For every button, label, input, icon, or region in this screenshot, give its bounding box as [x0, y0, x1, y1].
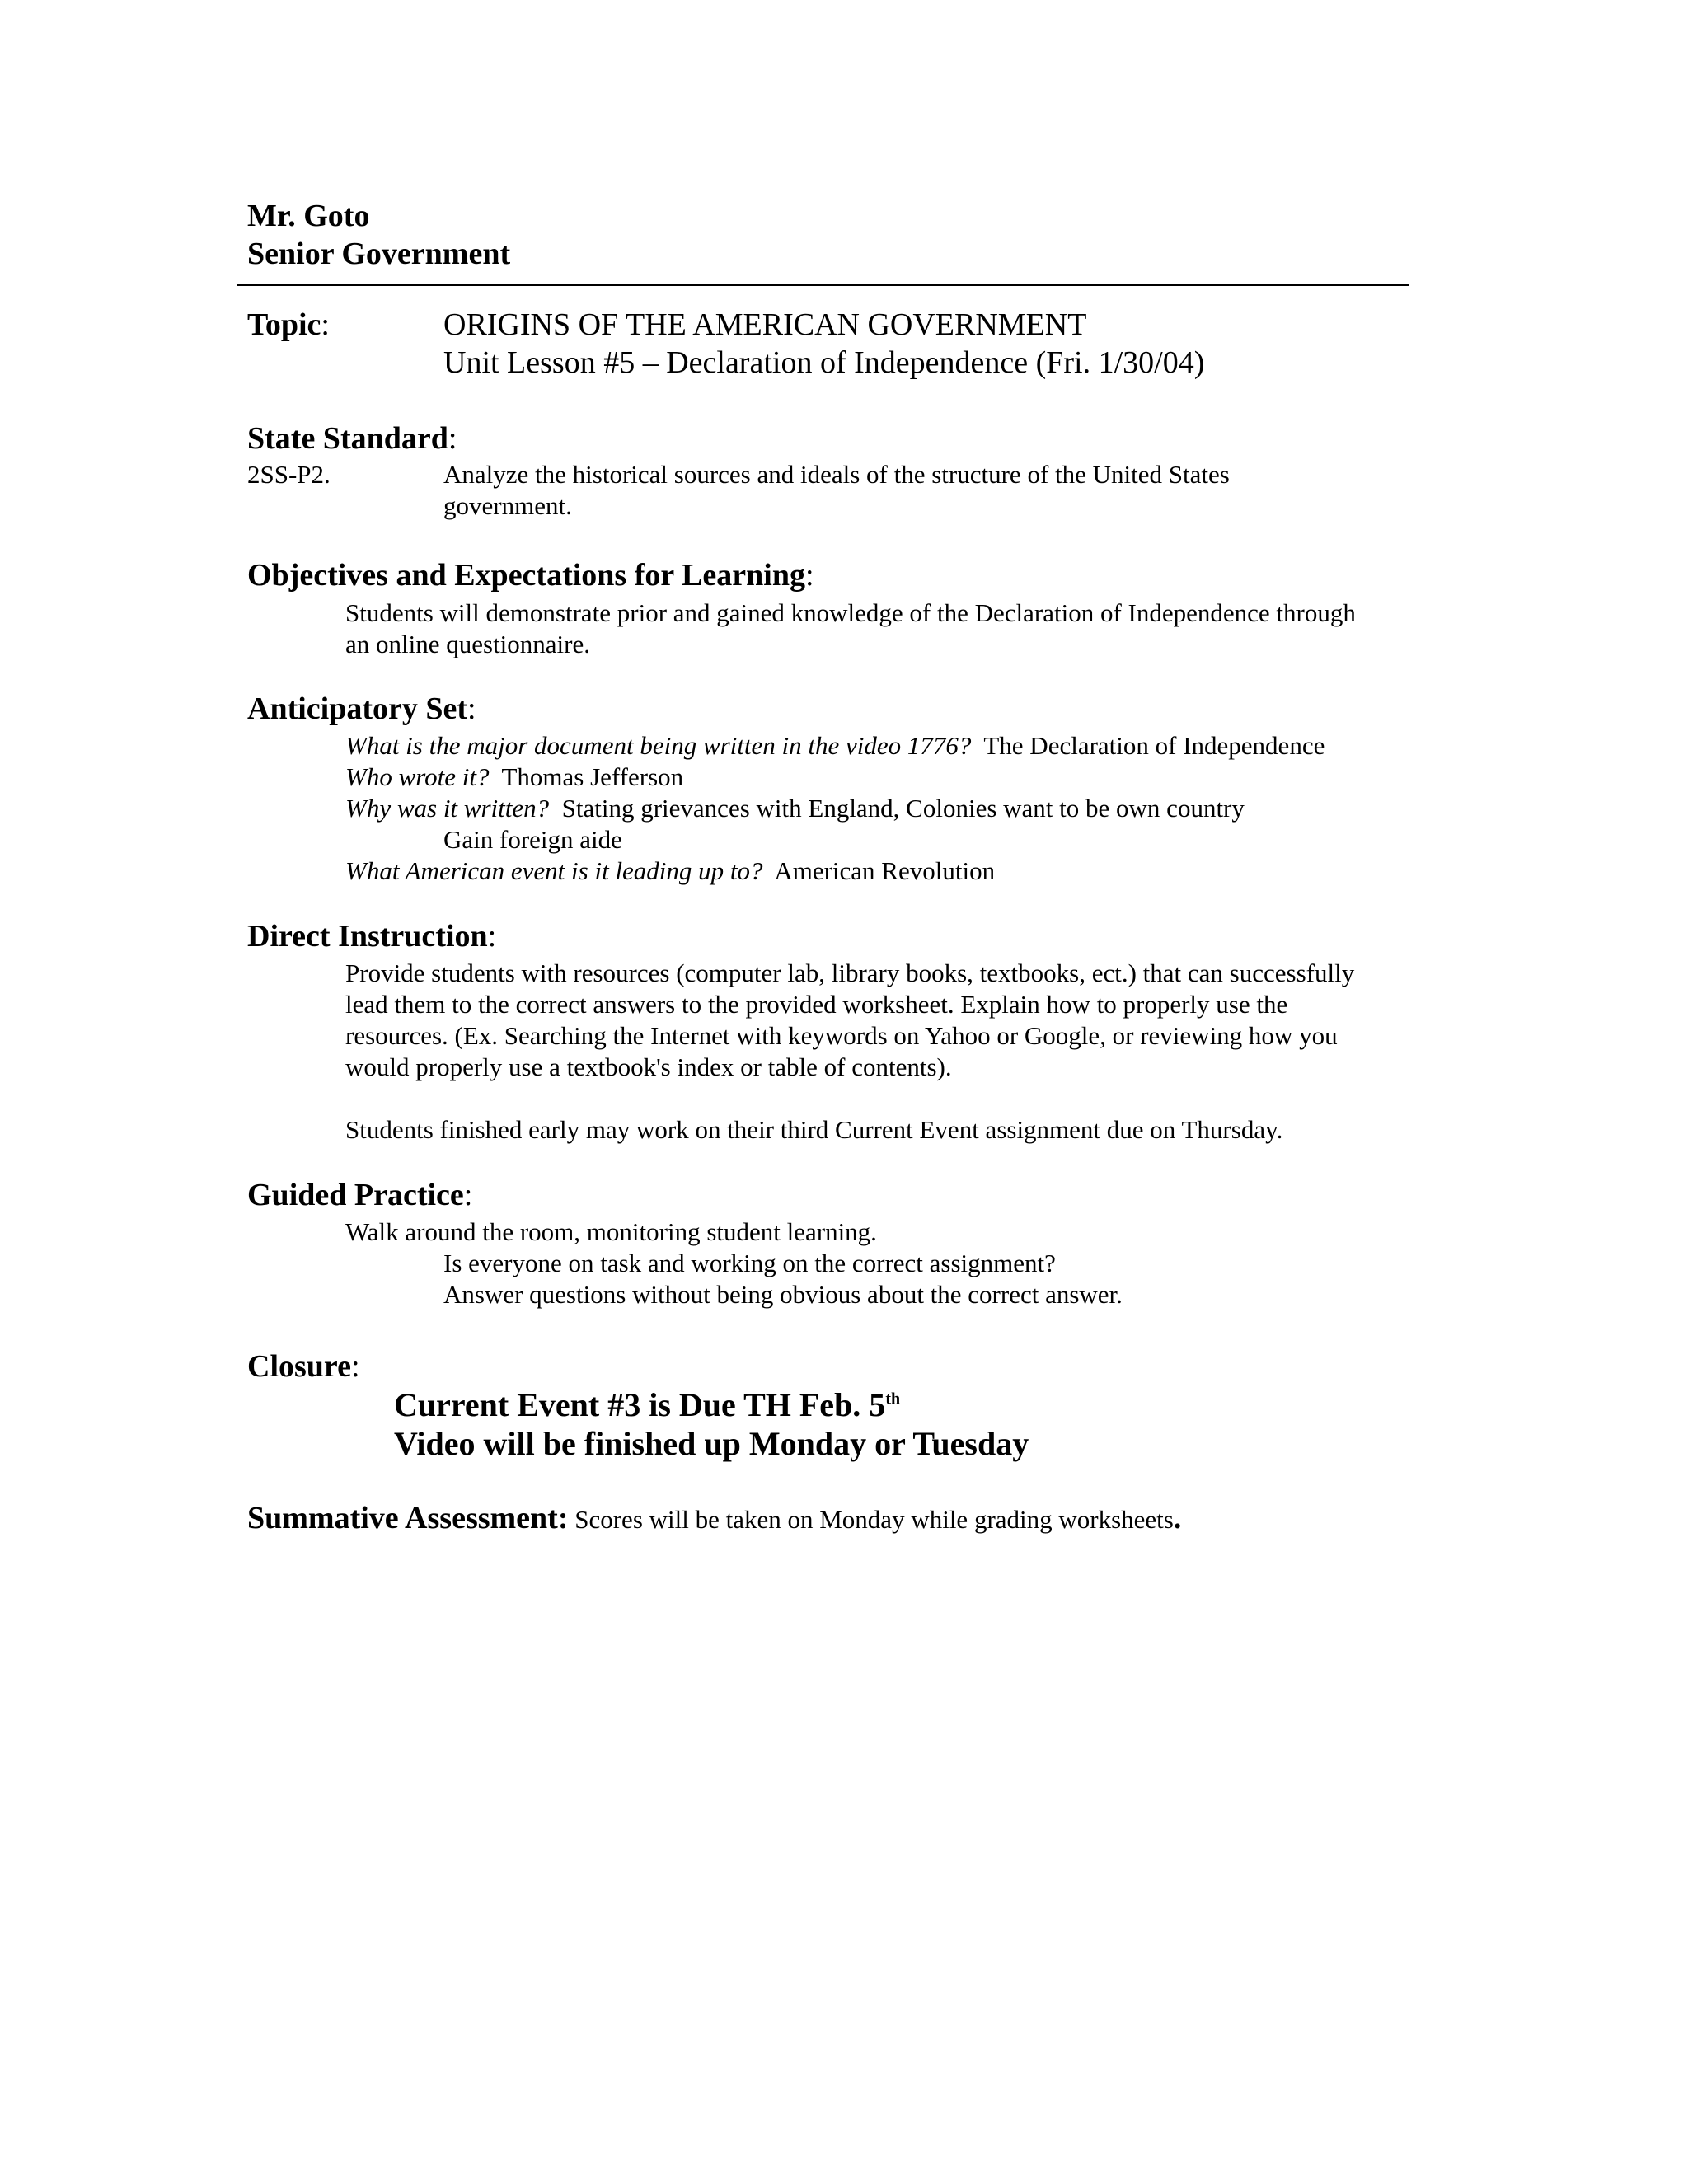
guided-line-1: Walk around the room, monitoring student learning. — [345, 1217, 877, 1246]
closure-line-1-superscript: th — [885, 1390, 901, 1408]
guided-line-3: Answer questions without being obvious about the correct answer. — [443, 1280, 1123, 1309]
summative-period: . — [1173, 1501, 1182, 1535]
summative-assessment — [247, 1500, 1181, 1536]
answer-3: Stating grievances with England, Colonies want to be own country — [561, 794, 1245, 823]
standard-code: 2SS-P2. — [247, 460, 331, 489]
objectives-line-2: an online questionnaire. — [345, 630, 590, 658]
course-name: Senior Government — [247, 237, 511, 271]
direct-instruction-colon: : — [487, 919, 497, 954]
guided-practice-heading — [247, 1177, 472, 1213]
question-3: Why was it written? — [345, 794, 550, 823]
closure-line-1-text: Current Event #3 is Due TH Feb. 5 — [394, 1386, 886, 1423]
state-standard-heading — [247, 420, 457, 457]
question-2: Who wrote it? — [345, 762, 490, 791]
answer-3-continued: Gain foreign aide — [443, 825, 622, 854]
objectives-colon: : — [804, 558, 814, 593]
teacher-name: Mr. Goto — [247, 199, 370, 233]
anticipatory-colon: : — [467, 691, 476, 726]
objectives-line-1: Students will demonstrate prior and gained knowledge of the Declaration of Independence through — [345, 598, 1356, 627]
objectives-heading — [247, 557, 814, 593]
topic-label: Topic — [247, 307, 321, 342]
topic-colon: : — [321, 307, 330, 342]
anticipatory-item-3 — [345, 794, 1245, 823]
direct-instruction-label: Direct Instruction — [247, 919, 488, 954]
anticipatory-item-2 — [345, 762, 683, 792]
closure-label: Closure — [247, 1349, 351, 1384]
answer-2: Thomas Jefferson — [501, 762, 684, 791]
summative-text: Scores will be taken on Monday while grading worksheets — [568, 1505, 1174, 1534]
anticipatory-heading — [247, 691, 476, 727]
standard-text-line-2: government. — [443, 491, 572, 520]
direct-instruction-heading — [247, 918, 496, 954]
guided-practice-colon: : — [463, 1178, 473, 1212]
header-divider — [237, 284, 1409, 286]
state-standard-label: State Standard — [247, 421, 448, 456]
question-1: What is the major document being written in the video 1776? — [345, 731, 972, 760]
closure-line-2: Video will be finished up Monday or Tuesday — [394, 1425, 1029, 1462]
answer-4: American Revolution — [774, 856, 996, 885]
summative-label: Summative Assessment: — [247, 1501, 569, 1535]
direct-line-4: would properly use a textbook's index or table of contents). — [345, 1052, 952, 1081]
answer-1: The Declaration of Independence — [983, 731, 1325, 760]
direct-line-1: Provide students with resources (computer lab, library books, textbooks, ect.) that can successfully — [345, 958, 1355, 987]
topic-title: ORIGINS OF THE AMERICAN GOVERNMENT — [443, 307, 1087, 342]
anticipatory-item-4 — [345, 856, 995, 886]
closure-heading — [247, 1348, 360, 1385]
closure-line-1 — [394, 1385, 900, 1424]
question-4: What American event is it leading up to? — [345, 856, 763, 885]
guided-practice-label: Guided Practice — [247, 1178, 464, 1212]
topic-lesson: Unit Lesson #5 – Declaration of Independence (Fri. 1/30/04) — [443, 345, 1205, 380]
objectives-label: Objectives and Expectations for Learning — [247, 558, 805, 593]
direct-line-2: lead them to the correct answers to the provided worksheet. Explain how to properly use the — [345, 990, 1288, 1019]
state-standard-colon: : — [448, 421, 457, 456]
anticipatory-item-1 — [345, 731, 1325, 761]
anticipatory-label: Anticipatory Set — [247, 691, 468, 726]
standard-text-line-1: Analyze the historical sources and ideals of the structure of the United States — [443, 460, 1230, 489]
direct-line-3: resources. (Ex. Searching the Internet with keywords on Yahoo or Google, or reviewing how you — [345, 1021, 1338, 1050]
closure-colon: : — [350, 1349, 360, 1384]
topic-heading — [247, 307, 330, 343]
guided-line-2: Is everyone on task and working on the correct assignment? — [443, 1249, 1056, 1277]
direct-line-5: Students finished early may work on their third Current Event assignment due on Thursday. — [345, 1115, 1283, 1144]
